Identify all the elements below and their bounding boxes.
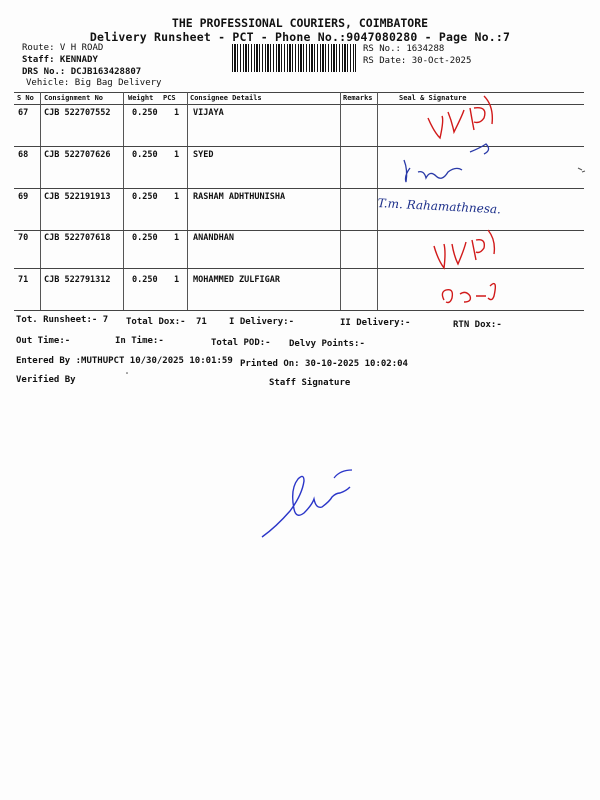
row-consignment-no: CJB 522791312 xyxy=(44,275,111,285)
rs-number: RS No.: 1634288 xyxy=(363,44,445,54)
total-dox-value: 71 xyxy=(196,317,207,327)
row-sno: 71 xyxy=(18,275,29,285)
entered-by: Entered By :MUTHUPCT 10/30/2025 10:01:59 xyxy=(16,356,233,366)
row-consignee: SYED xyxy=(193,150,214,160)
col-header-consignee: Consignee Details xyxy=(190,94,262,102)
row-weight: 0.250 xyxy=(132,192,158,202)
row-weight: 0.250 xyxy=(132,108,158,118)
row-consignee: VIJAYA xyxy=(193,108,224,118)
drs-number: DRS No.: DCJB163428807 xyxy=(22,67,142,77)
rs-date: RS Date: 30-Oct-2025 xyxy=(363,56,472,66)
blue-signature-row68 xyxy=(404,144,489,182)
row-sno: 68 xyxy=(18,150,29,160)
staff-signature-flourish xyxy=(334,470,352,478)
row-pcs: 1 xyxy=(174,192,180,202)
row-consignee: ANANDHAN xyxy=(193,233,234,243)
vehicle-label: Vehicle: Big Bag Delivery xyxy=(26,78,162,88)
col-header-pcs: PCS xyxy=(163,94,176,102)
row-consignee: RASHAM ADHTHUNISHA xyxy=(193,192,286,202)
col-header-sno: S No xyxy=(17,94,34,102)
total-runsheet: Tot. Runsheet:- 7 xyxy=(16,315,109,325)
total-dox-label: Total Dox:- xyxy=(126,317,186,327)
rtn-dox-label: RTN Dox:- xyxy=(453,320,502,330)
col-header-weight: Weight xyxy=(128,94,154,102)
runsheet-title: Delivery Runsheet - PCT - Phone No.:9047080280 - Page No.:7 xyxy=(89,30,511,44)
verified-by-label: Verified By xyxy=(16,375,76,385)
row-consignee: MOHAMMED ZULFIGAR xyxy=(193,275,280,285)
row-sno: 67 xyxy=(18,108,29,118)
row-pcs: 1 xyxy=(174,275,180,285)
printed-on: Printed On: 30-10-2025 10:02:04 xyxy=(240,359,408,369)
i-delivery-label: I Delivery:- xyxy=(229,317,295,327)
ii-delivery-label: II Delivery:- xyxy=(340,318,411,328)
staff-label: Staff: KENNADY xyxy=(22,55,98,65)
row-consignment-no: CJB 522707626 xyxy=(44,150,111,160)
row-pcs: 1 xyxy=(174,233,180,243)
company-name: THE PROFESSIONAL COURIERS, COIMBATORE xyxy=(171,16,429,30)
red-signature-row70 xyxy=(434,230,494,268)
row-consignment-no: CJB 522707552 xyxy=(44,108,111,118)
col-header-consignment: Consignment No xyxy=(44,94,104,102)
row-consignment-no: CJB 522191913 xyxy=(44,192,111,202)
row-pcs: 1 xyxy=(174,108,180,118)
red-signature-row71 xyxy=(442,284,495,303)
red-signature-row67 xyxy=(428,96,492,138)
row-pcs: 1 xyxy=(174,150,180,160)
in-time-label: In Time:- xyxy=(115,336,164,346)
stray-mark xyxy=(578,168,585,172)
handwritten-signature-text: T.m. Rahamathnesa. xyxy=(377,196,502,217)
row-weight: 0.250 xyxy=(132,150,158,160)
stray-dot xyxy=(126,372,128,374)
row-weight: 0.250 xyxy=(132,233,158,243)
row-weight: 0.250 xyxy=(132,275,158,285)
row-sno: 69 xyxy=(18,192,29,202)
row-sno: 70 xyxy=(18,233,29,243)
route-label: Route: V H ROAD xyxy=(22,43,104,53)
staff-signature-scribble xyxy=(262,476,350,537)
delivery-points-label: Delvy Points:- xyxy=(289,339,365,349)
total-pod-label: Total POD:- xyxy=(211,338,271,348)
col-header-remarks: Remarks xyxy=(343,94,373,102)
col-header-seal-signature: Seal & Signature xyxy=(399,94,467,102)
staff-signature-label: Staff Signature xyxy=(269,378,351,388)
out-time-label: Out Time:- xyxy=(16,336,71,346)
row-consignment-no: CJB 522707618 xyxy=(44,233,111,243)
